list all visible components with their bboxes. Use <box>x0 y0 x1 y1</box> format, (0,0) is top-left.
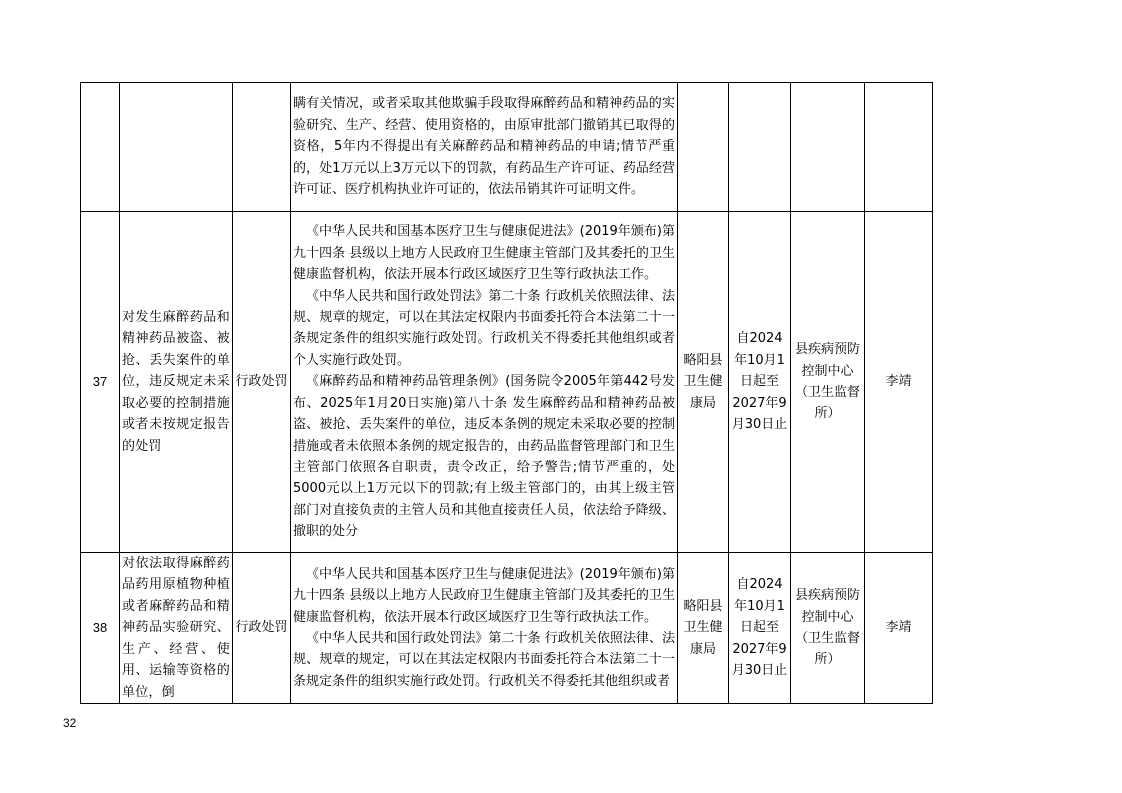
legal-basis-paragraph: 《中华人民共和国行政处罚法》第二十条 行政机关依照法律、法规、规章的规定，可以在其法定权限内书面委托符合本法第二十一条规定条件的组织实施行政处罚。行政机关不得委托其他组织或者 <box>293 631 675 689</box>
table-row <box>81 83 933 212</box>
legal-basis-paragraph: 瞒有关情况，或者采取其他欺骗手段取得麻醉药品和精神药品的实验研究、生产、经营、使用资格的，由原审批部门撤销其已取得的资格，5年内不得提出有关麻醉药品和精神药品的申请;情节严重的，处1万元以上3万元以下的罚款，有药品生产许可证、药品经营许可证、医疗机构执业许可证的，依法吊销其许可证明文件。 <box>293 96 675 198</box>
table-row <box>81 553 933 704</box>
executing-agency <box>791 83 865 212</box>
row-number: 38 <box>81 553 120 704</box>
item-name <box>120 83 233 212</box>
legal-basis <box>291 212 678 553</box>
legal-basis <box>291 553 678 704</box>
authority <box>678 83 729 212</box>
responsible-person: 李靖 <box>865 553 933 704</box>
item-type: 行政处罚 <box>233 553 291 704</box>
authority: 略阳县卫生健康局 <box>678 553 729 704</box>
page-number: 32 <box>63 716 77 730</box>
entrust-period: 自2024年10月1日起至2027年9月30日止 <box>729 212 791 553</box>
entrust-period: 自2024年10月1日起至2027年9月30日止 <box>729 553 791 704</box>
authority: 略阳县卫生健康局 <box>678 212 729 553</box>
item-type <box>233 83 291 212</box>
legal-basis-paragraph: 《中华人民共和国基本医疗卫生与健康促进法》(2019年颁布)第九十四条 县级以上地方人民政府卫生健康主管部门及其委托的卫生健康监督机构，依法开展本行政区域医疗卫生等行政执法工作。 <box>293 224 675 283</box>
enforcement-table <box>80 82 933 704</box>
item-type: 行政处罚 <box>233 212 291 553</box>
item-name <box>120 553 233 704</box>
legal-basis-text <box>293 564 675 692</box>
entrust-period <box>729 83 791 212</box>
item-name: 对发生麻醉药品和精神药品被盗、被抢、丢失案件的单位，违反规定未采取必要的控制措施或者未按规定报告的处罚 <box>120 212 233 553</box>
legal-basis-paragraph: 《麻醉药品和精神药品管理条例》(国务院令2005年第442号发布、2025年1月20日实施)第八十条 发生麻醉药品和精神药品被盗、被抢、丢失案件的单位，违反本条例的规定未采取必要的控制措施或者未依照本条例的规定报告的，由药品监督管理部门和卫生主管部门依照各自职责，责令改正，给予警告;情节严重的，处5000元以上1万元以下的罚款;有上级主管部门的，由其上级主管部门对直接负责的主管人员和其他直接责任人员，依法给予降级、撤职的处分 <box>293 374 675 540</box>
row-number: 37 <box>81 212 120 553</box>
executing-agency: 县疾病预防控制中心（卫生监督所） <box>791 212 865 553</box>
row-number <box>81 83 120 212</box>
legal-basis-paragraph: 《中华人民共和国基本医疗卫生与健康促进法》(2019年颁布)第九十四条 县级以上地方人民政府卫生健康主管部门及其委托的卫生健康监督机构，依法开展本行政区域医疗卫生等行政执法工作。 <box>293 566 675 625</box>
executing-agency: 县疾病预防控制中心（卫生监督所） <box>791 553 865 704</box>
legal-basis-paragraph: 《中华人民共和国行政处罚法》第二十条 行政机关依照法律、法规、规章的规定，可以在其法定权限内书面委托符合本法第二十一条规定条件的组织实施行政处罚。行政机关不得委托其他组织或者个人实施行政处罚。 <box>293 288 675 368</box>
responsible-person: 李靖 <box>865 212 933 553</box>
item-name-text: 对依法取得麻醉药品药用原植物种植或者麻醉药品和精神药品实验研究、生产、经营、使用、运输等资格的单位，倒 <box>122 556 230 700</box>
legal-basis <box>291 83 678 212</box>
responsible-person <box>865 83 933 212</box>
table-row <box>81 212 933 553</box>
